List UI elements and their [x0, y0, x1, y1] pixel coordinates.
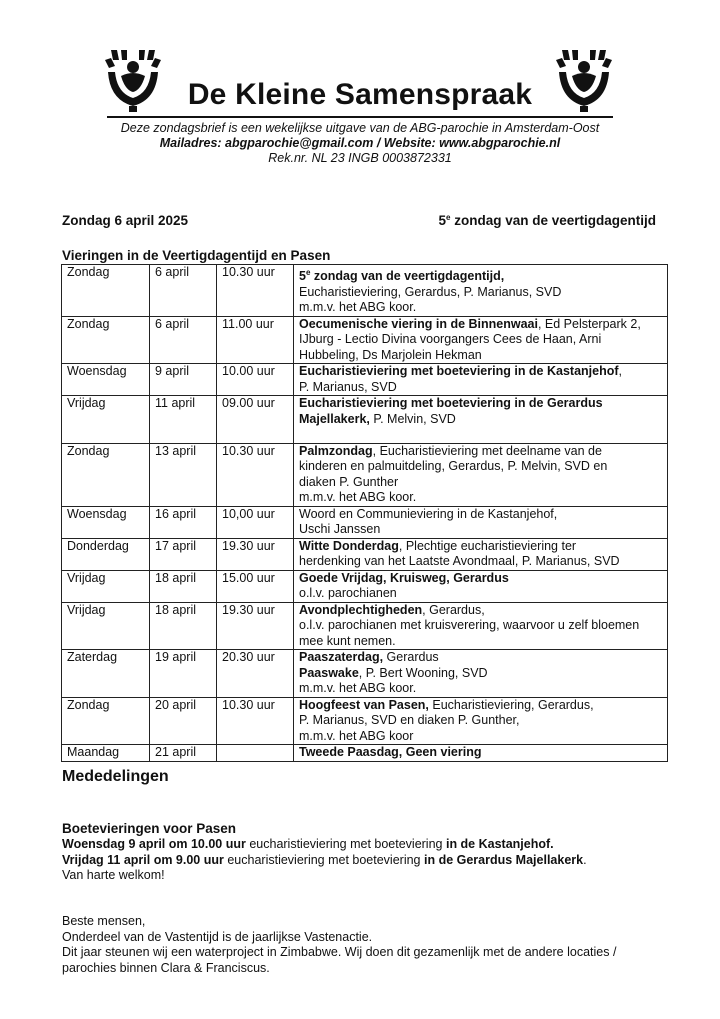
description-segment: Goede Vrijdag, Kruisweg, Gerardus — [299, 570, 509, 585]
row-day: Vrijdag — [62, 602, 150, 650]
row-date: 18 april — [150, 602, 217, 650]
row-date: 6 april — [150, 265, 217, 317]
description-line — [299, 364, 662, 380]
boete-line-2-when: Vrijdag 11 april om 9.00 uur — [62, 852, 224, 867]
sunday-name: zondag van de veertigdagentijd — [450, 213, 656, 228]
row-date: 9 april — [150, 364, 217, 396]
row-description — [294, 602, 668, 650]
announcements-title: Mededelingen — [62, 768, 169, 785]
row-time: 19.30 uur — [217, 602, 294, 650]
sunday-ordinal: e — [446, 213, 451, 222]
row-day: Vrijdag — [62, 396, 150, 444]
description-line — [299, 745, 662, 761]
description-segment: herdenking van het Laatste Avondmaal, P. Marianus, SVD — [299, 554, 620, 568]
row-day: Woensdag — [62, 506, 150, 538]
description-segment: Paaswake — [299, 665, 359, 680]
description-segment: diaken P. Gunther — [299, 474, 399, 489]
description-line — [299, 396, 662, 412]
boete-block — [62, 821, 662, 884]
description-segment: mee kunt nemen. — [299, 633, 396, 648]
description-line — [299, 459, 662, 475]
row-description — [294, 364, 668, 396]
row-description — [294, 650, 668, 698]
description-line — [299, 412, 662, 428]
row-time: 09.00 uur — [217, 396, 294, 444]
row-day: Zaterdag — [62, 650, 150, 698]
description-segment: Majellakerk, — [299, 411, 370, 426]
row-date: 6 april — [150, 316, 217, 364]
description-line — [299, 539, 662, 555]
row-day: Woensdag — [62, 364, 150, 396]
description-line — [299, 666, 662, 682]
row-description — [294, 396, 668, 444]
description-line — [299, 698, 662, 714]
description-segment: , P. Bert Wooning, SVD — [358, 665, 488, 680]
row-date: 20 april — [150, 697, 217, 745]
description-segment: , Plechtige eucharistieviering ter — [398, 538, 577, 553]
liturgical-sunday — [438, 213, 656, 228]
row-description — [294, 506, 668, 538]
boete-line-2-where: in de Gerardus Majellakerk — [423, 852, 584, 867]
row-description — [294, 316, 668, 364]
row-time: 10.00 uur — [217, 364, 294, 396]
schedule-row — [62, 650, 668, 698]
row-time: 10.30 uur — [217, 697, 294, 745]
schedule-row — [62, 570, 668, 602]
boete-line-2-end: . — [583, 852, 587, 867]
description-line — [299, 507, 662, 523]
sunday-number: 5 — [438, 213, 446, 228]
description-segment: kinderen en palmuitdeling, Gerardus, P. Melvin, SVD en — [299, 459, 608, 473]
schedule-row — [62, 396, 668, 444]
row-date: 13 april — [150, 443, 217, 506]
row-spacer — [299, 427, 662, 443]
row-description — [294, 570, 668, 602]
row-time: 10.30 uur — [217, 443, 294, 506]
description-line — [299, 618, 662, 634]
description-line — [299, 634, 662, 650]
row-day: Zondag — [62, 316, 150, 364]
row-day: Zondag — [62, 697, 150, 745]
letter-line: Dit jaar steunen wij een waterproject in Zimbabwe. Wij doen dit gezamenlijk met de andere locaties / — [62, 945, 617, 959]
row-time: 11.00 uur — [217, 316, 294, 364]
row-time: 10.30 uur — [217, 265, 294, 317]
description-line — [299, 285, 662, 301]
description-line — [299, 265, 662, 285]
schedule-row — [62, 697, 668, 745]
description-segment: Avondplechtigheden — [299, 602, 423, 617]
row-date: 16 april — [150, 506, 217, 538]
row-day: Zondag — [62, 265, 150, 317]
row-time — [217, 745, 294, 762]
boete-line-2 — [62, 853, 662, 869]
description-segment: Eucharistieviering, Gerardus, — [428, 697, 594, 712]
letter-line: parochies binnen Clara & Franciscus. — [62, 960, 270, 975]
description-line — [299, 681, 662, 697]
description-segment: , — [618, 364, 623, 378]
dateline — [62, 213, 656, 228]
row-time: 19.30 uur — [217, 538, 294, 570]
schedule-title: Vieringen in de Veertigdagentijd en Pasen — [62, 248, 331, 263]
description-segment: o.l.v. parochianen met kruisverering, waarvoor u zelf bloemen — [299, 618, 640, 632]
row-date: 21 april — [150, 745, 217, 762]
description-line — [299, 332, 662, 348]
description-line — [299, 380, 662, 396]
description-line — [299, 444, 662, 460]
row-description — [294, 265, 668, 317]
row-date: 19 april — [150, 650, 217, 698]
boete-line-1-where: in de Kastanjehof. — [445, 837, 554, 851]
row-day: Maandag — [62, 745, 150, 762]
description-line — [299, 348, 662, 364]
description-segment: m.m.v. het ABG koor. — [299, 300, 417, 314]
description-segment: , Ed Pelsterpark 2, — [537, 316, 641, 331]
description-segment: Paaszaterdag, — [299, 650, 384, 664]
schedule-row — [62, 443, 668, 506]
row-date: 17 april — [150, 538, 217, 570]
description-segment: Eucharistieviering met boeteviering in de Gerardus — [299, 396, 603, 410]
description-segment: IJburg - Lectio Divina voorgangers Cees de Haan, Arni — [299, 332, 602, 346]
schedule-row — [62, 364, 668, 396]
row-time: 10,00 uur — [217, 506, 294, 538]
row-description — [294, 538, 668, 570]
description-line — [299, 317, 662, 333]
description-segment: Gerardus — [383, 650, 439, 664]
description-line — [299, 729, 662, 745]
row-day: Donderdag — [62, 538, 150, 570]
description-segment: 5 — [299, 269, 306, 283]
schedule-row — [62, 316, 668, 364]
schedule-row — [62, 265, 668, 317]
description-line — [299, 650, 662, 666]
description-line — [299, 603, 662, 619]
description-segment: m.m.v. het ABG koor. — [299, 681, 417, 695]
description-line — [299, 571, 662, 587]
description-line — [299, 475, 662, 491]
schedule-table — [61, 264, 668, 762]
description-line — [299, 490, 662, 506]
description-segment: , Eucharistieviering met deelname van de — [372, 443, 602, 458]
schedule-row — [62, 538, 668, 570]
boete-line-1 — [62, 837, 662, 853]
boete-line-1-when: Woensdag 9 april om 10.00 uur — [62, 837, 246, 851]
description-line — [299, 300, 662, 316]
description-line — [299, 713, 662, 729]
schedule-row — [62, 745, 668, 762]
description-line — [299, 554, 662, 570]
description-segment: Eucharistieviering met boeteviering in de Kastanjehof — [299, 364, 619, 378]
description-segment: zondag van de veertigdagentijd, — [310, 269, 505, 283]
description-segment: Uschi Janssen — [299, 522, 381, 536]
row-date: 18 april — [150, 570, 217, 602]
boete-title: Boetevieringen voor Pasen — [62, 821, 237, 836]
description-segment: Eucharistieviering, Gerardus, P. Marianus, SVD — [299, 284, 562, 299]
row-description — [294, 745, 668, 762]
schedule-row — [62, 506, 668, 538]
description-segment: Oecumenische viering in de Binnenwaai — [299, 316, 538, 331]
description-segment: P. Melvin, SVD — [369, 411, 456, 426]
boete-line-1-what: eucharistieviering met boeteviering — [245, 837, 446, 851]
description-segment: P. Marianus, SVD — [299, 379, 397, 394]
row-date: 11 april — [150, 396, 217, 444]
schedule-row — [62, 602, 668, 650]
description-segment: o.l.v. parochianen — [299, 586, 397, 600]
description-segment: Palmzondag — [299, 443, 373, 458]
description-segment: P. Marianus, SVD en diaken P. Gunther, — [299, 713, 520, 727]
description-segment: Hubbeling, Ds Marjolein Hekman — [299, 347, 482, 362]
row-description — [294, 697, 668, 745]
description-segment: Witte Donderdag — [299, 538, 399, 553]
newsletter-title: De Kleine Samenspraak — [187, 78, 533, 111]
description-segment: Woord en Communieviering in de Kastanjehof, — [299, 506, 558, 521]
description-segment: e — [305, 268, 311, 277]
title-underline — [107, 116, 613, 118]
description-segment: m.m.v. het ABG koor — [299, 728, 414, 743]
letter-line: Onderdeel van de Vastentijd is de jaarlijkse Vastenactie. — [62, 929, 373, 944]
contact-line: Mailadres: abgparochie@gmail.com / Website: www.abgparochie.nl — [159, 136, 561, 150]
issue-date: Zondag 6 april 2025 — [62, 213, 189, 228]
row-time: 15.00 uur — [217, 570, 294, 602]
masthead — [0, 46, 720, 116]
row-description — [294, 443, 668, 506]
bank-account: Rek.nr. NL 23 INGB 0003872331 — [268, 151, 452, 165]
boete-welcome: Van harte welkom! — [62, 868, 165, 882]
letter-greeting: Beste mensen, — [62, 914, 146, 928]
description-segment: m.m.v. het ABG koor. — [299, 490, 417, 504]
description-line — [299, 586, 662, 602]
boete-line-2-what: eucharistieviering met boeteviering — [223, 852, 424, 867]
description-segment: Hoogfeest van Pasen, — [299, 697, 429, 712]
row-day: Vrijdag — [62, 570, 150, 602]
row-day: Zondag — [62, 443, 150, 506]
tagline: Deze zondagsbrief is een wekelijkse uitgave van de ABG-parochie in Amsterdam-Oost — [120, 121, 600, 135]
row-time: 20.30 uur — [217, 650, 294, 698]
description-segment: , Gerardus, — [422, 602, 485, 617]
letter-block — [62, 914, 662, 976]
description-segment: Tweede Paasdag, Geen viering — [299, 745, 482, 759]
description-line — [299, 522, 662, 538]
